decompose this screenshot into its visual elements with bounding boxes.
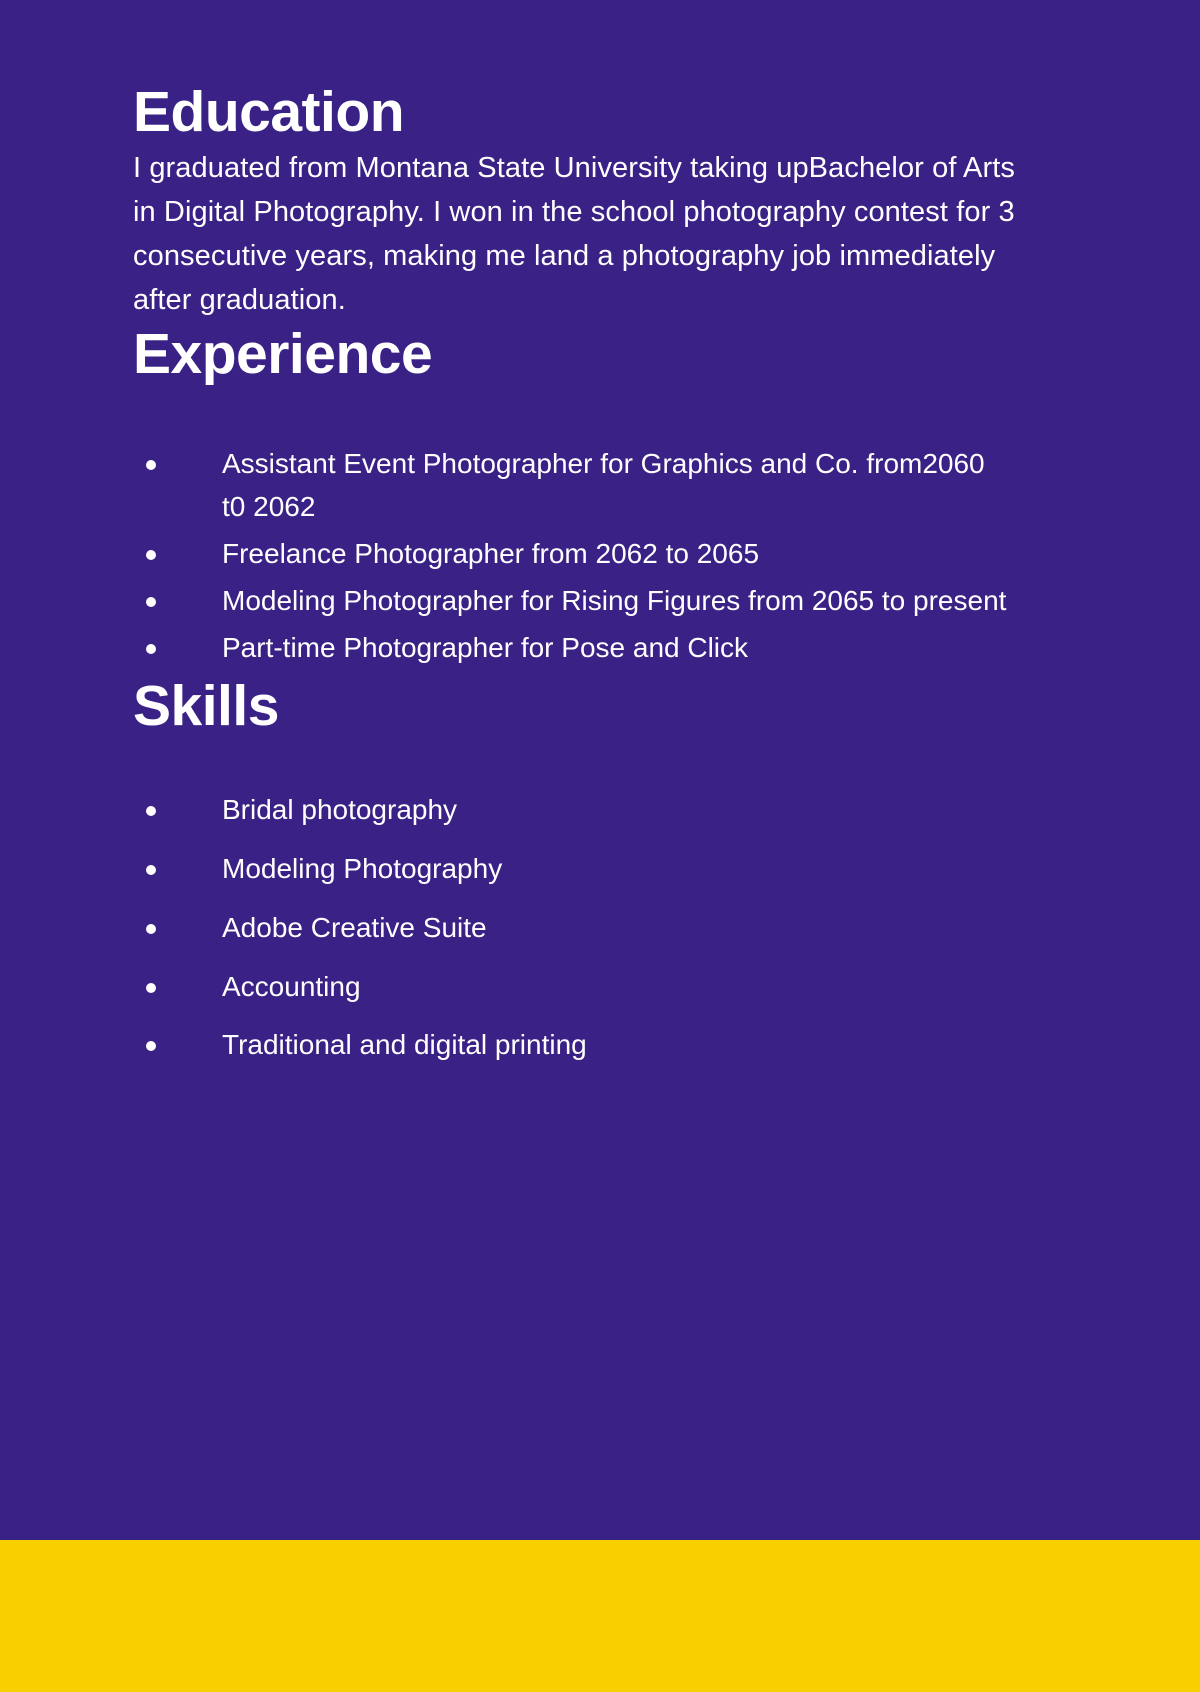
list-item-label: Modeling Photographer for Rising Figures from 2065 to present <box>222 584 1007 616</box>
list-item-label: Part-time Photographer for Pose and Click <box>222 631 749 663</box>
experience-heading: Experience <box>133 321 433 386</box>
list-item <box>133 1024 1070 1067</box>
list-item <box>133 443 1070 529</box>
skills-list <box>133 789 1070 1067</box>
bullet-dot-icon <box>146 806 156 816</box>
list-item-label: Traditional and digital printing <box>222 1029 587 1061</box>
bullet-dot-icon <box>146 983 156 993</box>
bullet-dot-icon <box>146 597 156 607</box>
education-heading: Education <box>133 80 405 144</box>
bullet-dot-icon <box>146 865 156 875</box>
list-item <box>133 580 1070 623</box>
education-paragraph: I graduated from Montana State University taking upBachelor of Arts in Digital Photography. I won in the school photography contest for 3 consecutive years, making me land a photography job immediately after graduation. <box>133 151 1015 316</box>
skills-heading: Skills <box>133 673 279 738</box>
list-item <box>133 907 1070 950</box>
bullet-dot-icon <box>146 460 156 470</box>
list-item <box>133 533 1070 576</box>
bullet-dot-icon <box>146 550 156 560</box>
list-item-label: Accounting <box>222 970 361 1002</box>
experience-list <box>133 443 1070 669</box>
bullet-dot-icon <box>146 924 156 934</box>
list-item-label: Modeling Photography <box>222 852 503 884</box>
bullet-dot-icon <box>146 644 156 654</box>
list-item-label: Adobe Creative Suite <box>222 911 487 943</box>
list-item-label: Bridal photography <box>222 794 458 826</box>
footer-accent-bar <box>0 1540 1200 1692</box>
list-item <box>133 966 1070 1009</box>
list-item-label: Freelance Photographer from 2062 to 2065 <box>222 538 760 570</box>
list-item-label: Assistant Event Photographer for Graphics and Co. from2060 t0 2062 <box>222 448 985 523</box>
list-item <box>133 848 1070 891</box>
bullet-dot-icon <box>146 1041 156 1051</box>
list-item <box>133 789 1070 832</box>
list-item <box>133 627 1070 670</box>
